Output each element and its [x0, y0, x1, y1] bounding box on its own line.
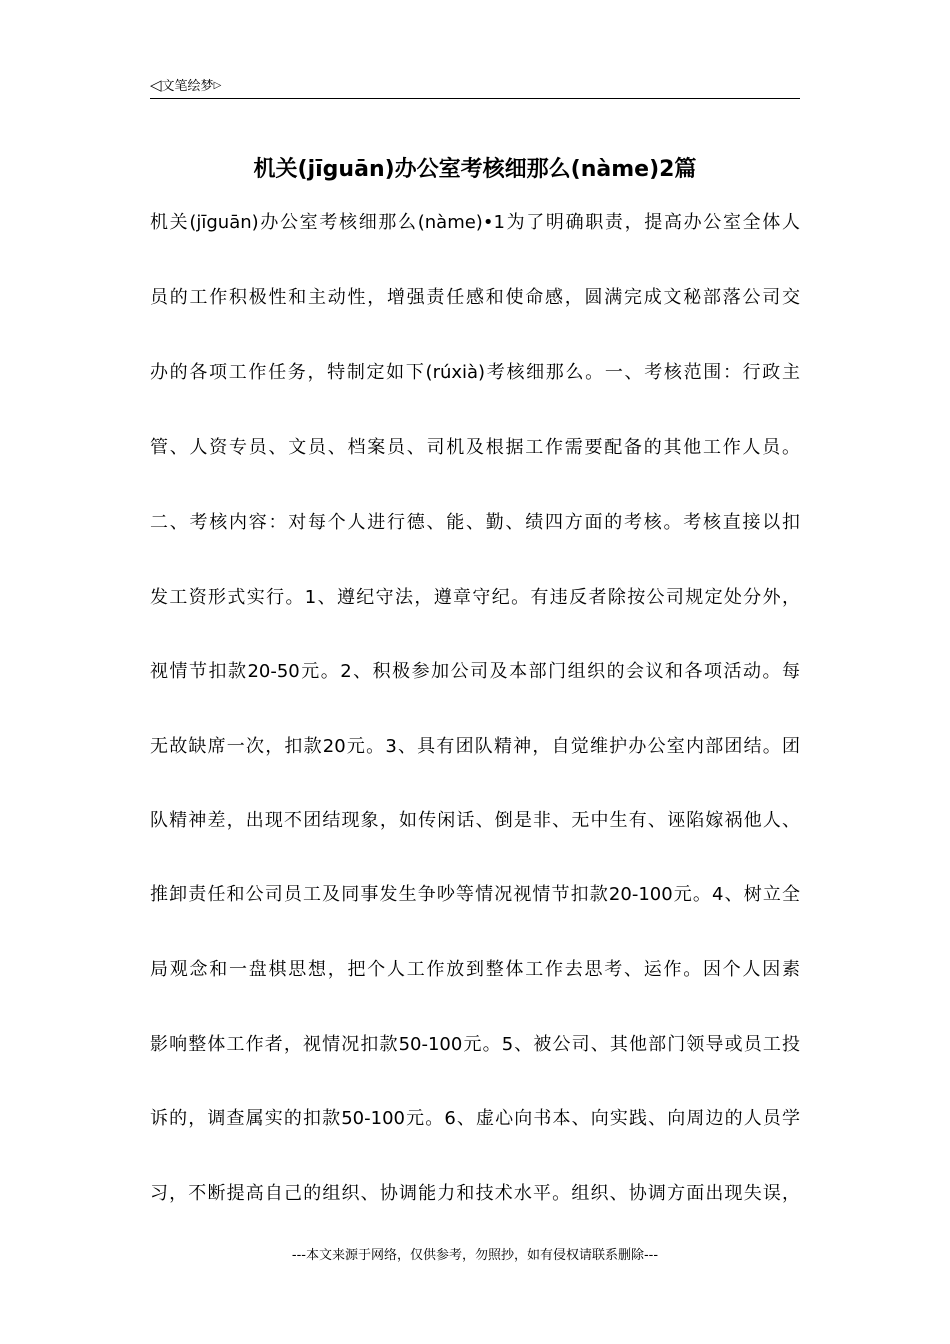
body-line: 习，不断提高自己的组织、协调能力和技术水平。组织、协调方面出现失误， [150, 1183, 800, 1204]
body-line: 机关(jīguān)办公室考核细那么(nàme)•1为了明确职责，提高办公室全体人 [150, 212, 800, 233]
body-line: 发工资形式实行。1、遵纪守法，遵章守纪。有违反者除按公司规定处分外， [150, 587, 800, 608]
body-line: 影响整体工作者，视情况扣款50-100元。5、被公司、其他部门领导或员工投 [150, 1034, 800, 1055]
body-line: 无故缺席一次，扣款20元。3、具有团队精神，自觉维护办公室内部团结。团 [150, 736, 800, 757]
body-line: 视情节扣款20-50元。2、积极参加公司及本部门组织的会议和各项活动。每 [150, 661, 800, 682]
body-line: 员的工作积极性和主动性，增强责任感和使命感，圆满完成文秘部落公司交 [150, 287, 800, 308]
triangle-left-icon: ◁ [150, 76, 162, 94]
page-footer: ---本文来源于网络，仅供参考，勿照抄，如有侵权请联系删除--- [291, 1248, 659, 1263]
header-brand-text: 文笔绘梦 [161, 79, 214, 94]
body-line: 诉的，调查属实的扣款50-100元。6、虚心向书本、向实践、向周边的人员学 [150, 1108, 800, 1129]
body-line: 推卸责任和公司员工及同事发生争吵等情况视情节扣款20-100元。4、树立全 [150, 884, 800, 905]
body-line: 办的各项工作任务，特制定如下(rúxià)考核细那么。一、考核范围：行政主 [150, 362, 800, 383]
body-line: 二、考核内容：对每个人进行德、能、勤、绩四方面的考核。考核直接以扣 [150, 512, 800, 533]
page-header [150, 76, 800, 99]
triangle-right-icon: ▷ [213, 80, 222, 91]
body-line: 局观念和一盘棋思想，把个人工作放到整体工作去思考、运作。因个人因素 [150, 959, 800, 980]
document-title: 机关(jīguān)办公室考核细那么(nàme)2篇 [253, 157, 697, 182]
header-brand [150, 76, 221, 96]
body-line: 管、人资专员、文员、档案员、司机及根据工作需要配备的其他工作人员。 [150, 437, 800, 458]
body-line: 队精神差，出现不团结现象，如传闲话、倒是非、无中生有、诬陷嫁祸他人、 [150, 810, 800, 831]
